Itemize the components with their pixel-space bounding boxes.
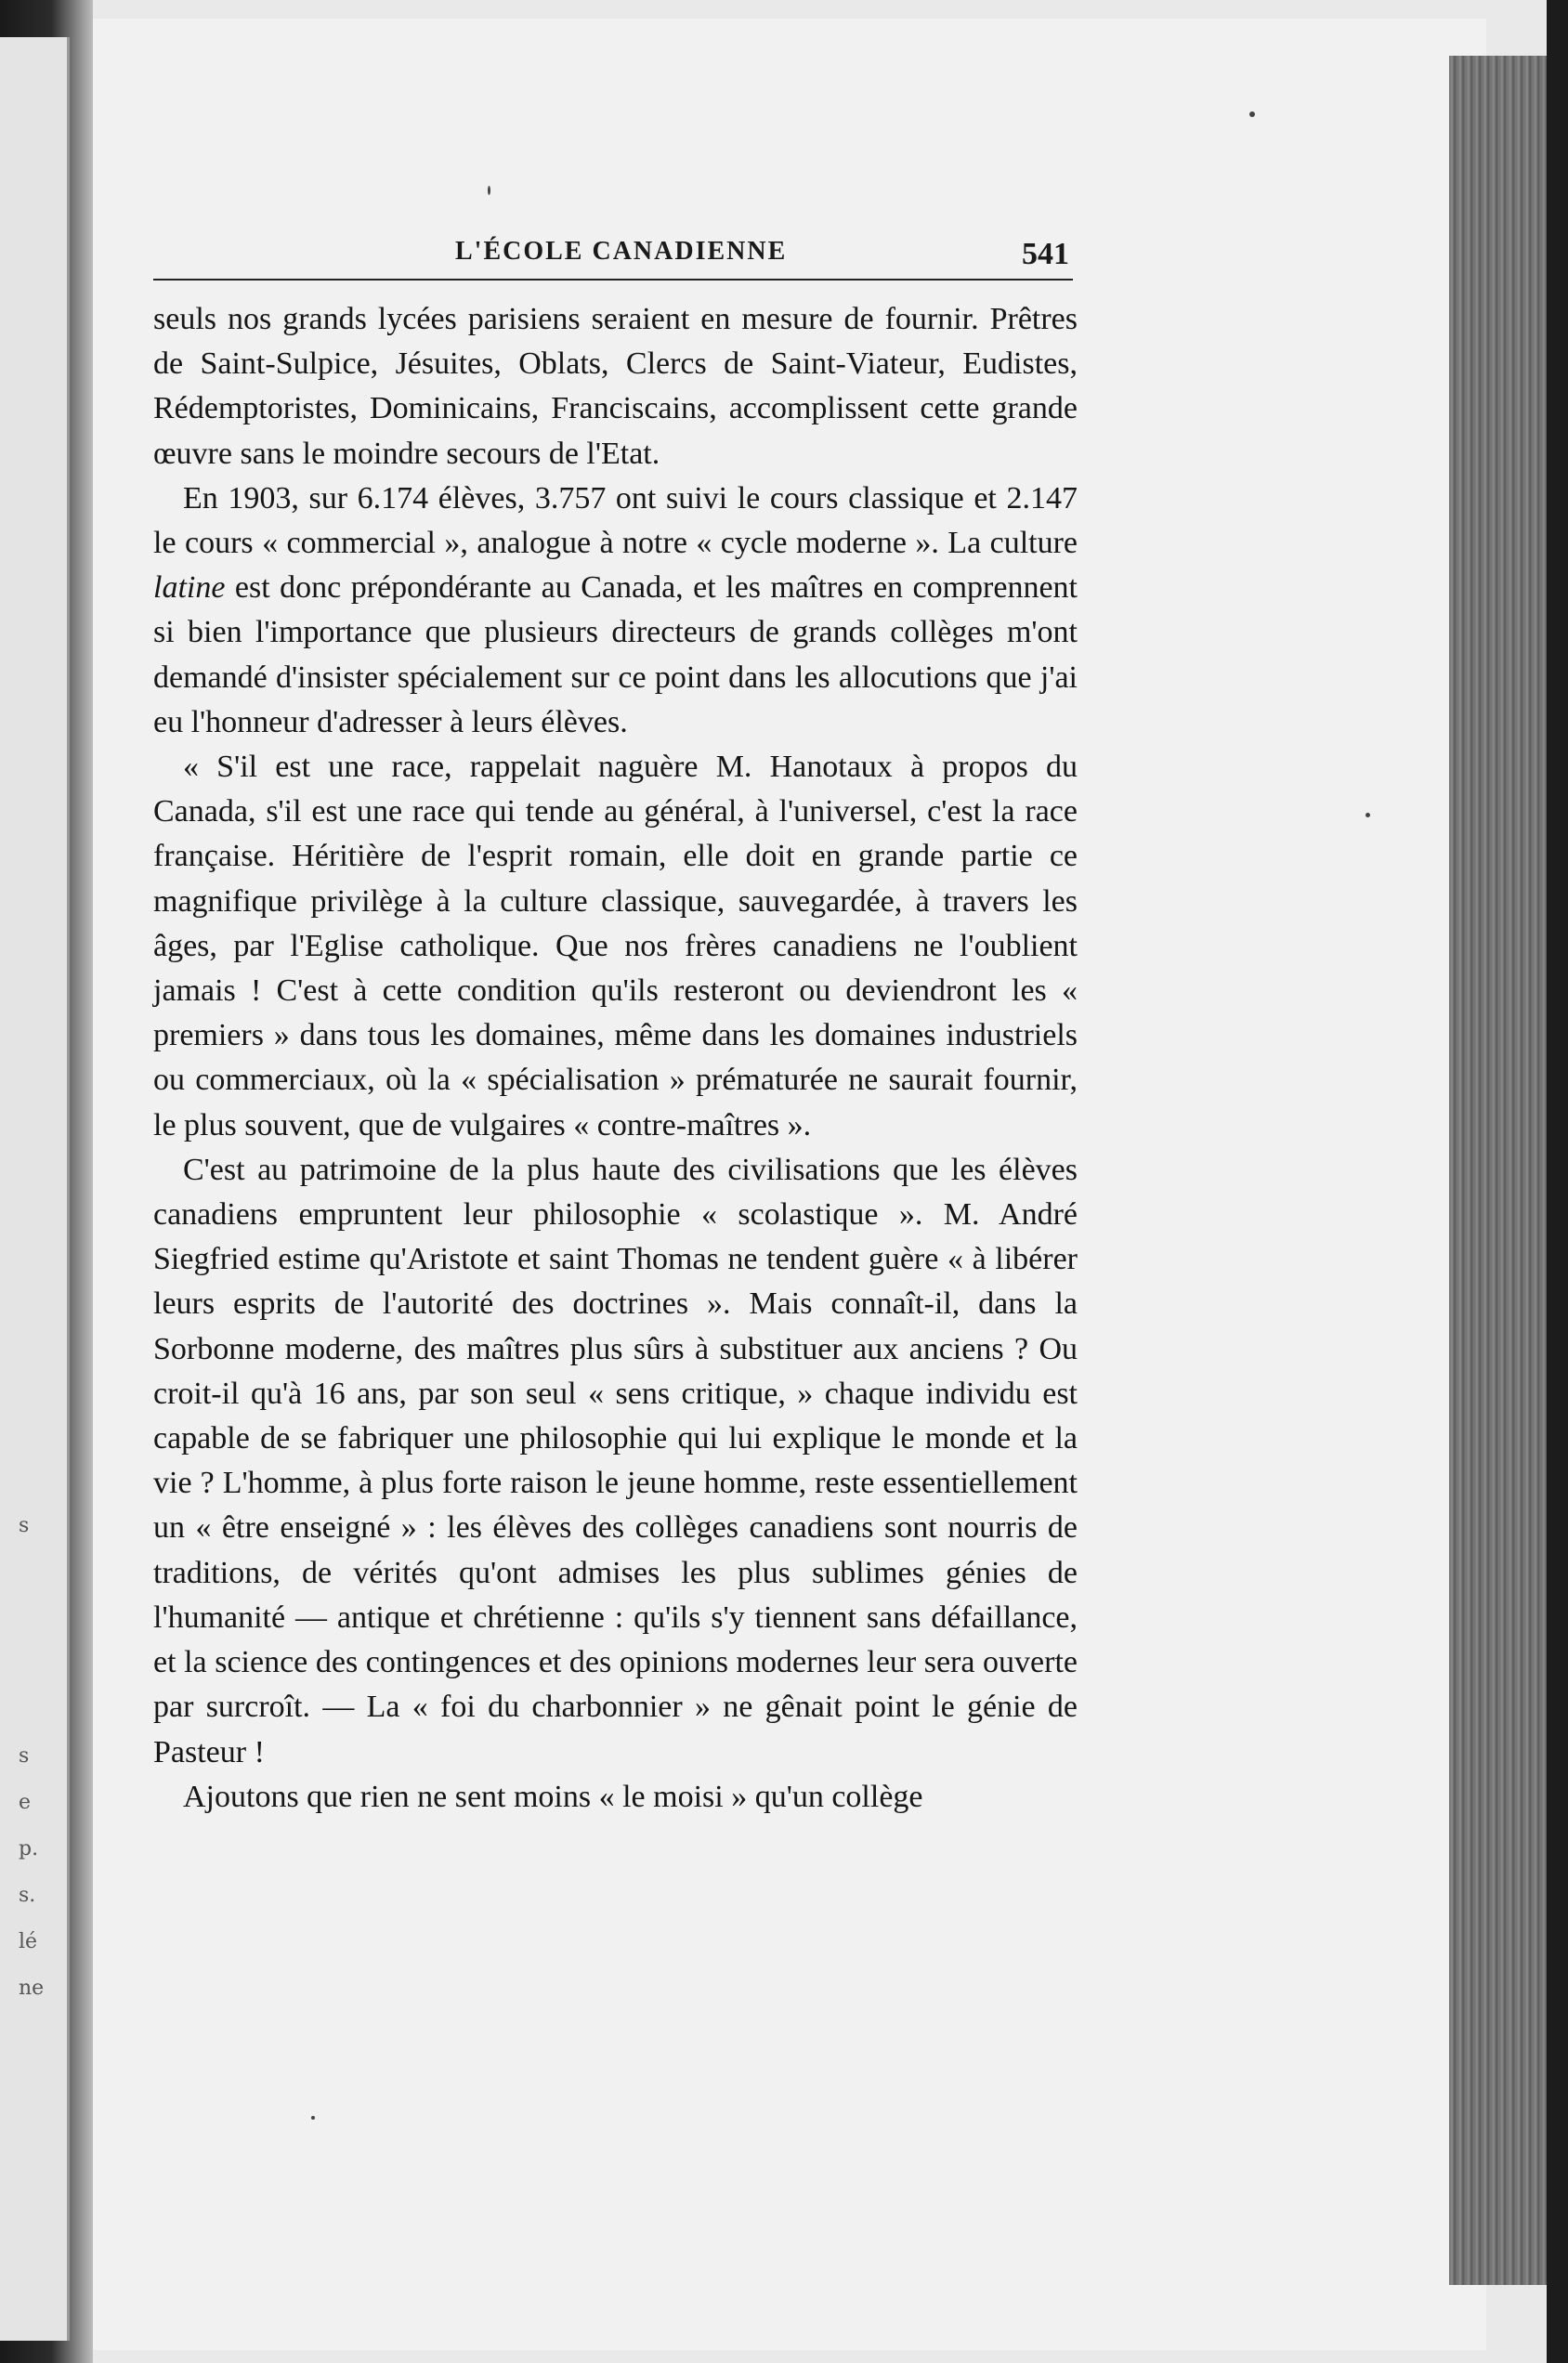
header-rule bbox=[153, 279, 1073, 281]
facing-page-strip bbox=[0, 37, 70, 2341]
facing-fragment: s bbox=[19, 1514, 30, 1537]
paragraph: seuls nos grands lycées parisiens seraient en mesure de fournir. Prêtres de Saint-Sulpice, Jésuites, Oblats, Clercs de Saint-Viateur, Eudistes, Rédemptoristes, Dominicains, Franciscains, accomplissent cette grande œuvre sans le moindre secours de l'Etat. bbox=[153, 302, 1078, 471]
facing-fragment: lé bbox=[19, 1930, 38, 1953]
facing-fragment: s. bbox=[19, 1884, 36, 1907]
paragraph-text: En 1903, sur 6.174 élèves, 3.757 ont suivi le cours classique et 2.147 le cours « commercial », analogue à notre « cycle moderne ». La culture bbox=[153, 480, 1078, 561]
paragraph-text: est donc prépondérante au Canada, et les maîtres en comprennent si bien l'importance que plusieurs directeurs de grands collèges m'ont demandé d'insister spécialement sur ce point dans les allocutions que j'ai eu l'honneur d'adresser à leurs élèves. bbox=[153, 570, 1078, 739]
right-border bbox=[1547, 0, 1568, 2363]
facing-fragment: s bbox=[19, 1744, 30, 1768]
facing-fragment: p. bbox=[19, 1837, 39, 1860]
paragraph: Ajoutons que rien ne sent moins « le moisi » qu'un collège bbox=[183, 1779, 923, 1814]
running-title: L'ÉCOLE CANADIENNE bbox=[455, 237, 788, 266]
paragraph bbox=[153, 477, 1078, 745]
paragraph: C'est au patrimoine de la plus haute des civilisations que les élèves canadiens empruntent leur philosophie « scolastique ». M. André Siegfried estime qu'Aristote et saint Thomas ne tendent guère « à libérer leurs esprits de l'autorité des doctrines ». Mais connaît-il, dans la Sorbonne moderne, des maîtres plus sûrs à substituer aux anciens ? Ou croit-il qu'à 16 ans, par son seul « sens critique, » chaque individu est capable de se fabriquer une philosophie qui lui explique le monde et la vie ? L'homme, à plus forte raison le jeune homme, reste essentiellement un « être enseigné » : les élèves des collèges canadiens sont nourris de traditions, de vérités qu'ont admises les plus sublimes génies de l'humanité — antique et chrétienne : qu'ils s'y tiennent sans défaillance, et la science des contingences et des opinions modernes leur sera ouverte par surcroît. — La « foi du charbonnier » ne gênait point le génie de Pasteur ! bbox=[153, 1152, 1078, 1769]
dust-speck bbox=[1249, 111, 1255, 117]
italic-word: latine bbox=[153, 570, 226, 606]
dust-speck bbox=[1365, 813, 1370, 817]
facing-fragment: ne bbox=[19, 1977, 45, 2000]
dust-speck bbox=[311, 2116, 315, 2120]
page-edges bbox=[1449, 56, 1551, 2285]
facing-fragment: e bbox=[19, 1791, 32, 1814]
dust-speck bbox=[488, 186, 490, 195]
paragraph: « S'il est une race, rappelait naguère M. Hanotaux à propos du Canada, s'il est une race qui tende au général, à l'universel, c'est la race française. Héritière de l'esprit romain, elle doit en grande partie ce magnifique privilège à la culture classique, sauvegardée, à travers les âges, par l'Eglise catholique. Que nos frères canadiens ne l'oublient jamais ! C'est à cette condition qu'ils resteront ou deviendront les « premiers » dans tous les domaines, même dans les domaines industriels ou commerciaux, où la « spécialisation » prématurée ne saurait fournir, le plus souvent, que de vulgaires « contre-maîtres ». bbox=[153, 750, 1078, 1142]
page-number: 541 bbox=[1022, 237, 1069, 271]
body-text bbox=[153, 297, 1078, 1820]
